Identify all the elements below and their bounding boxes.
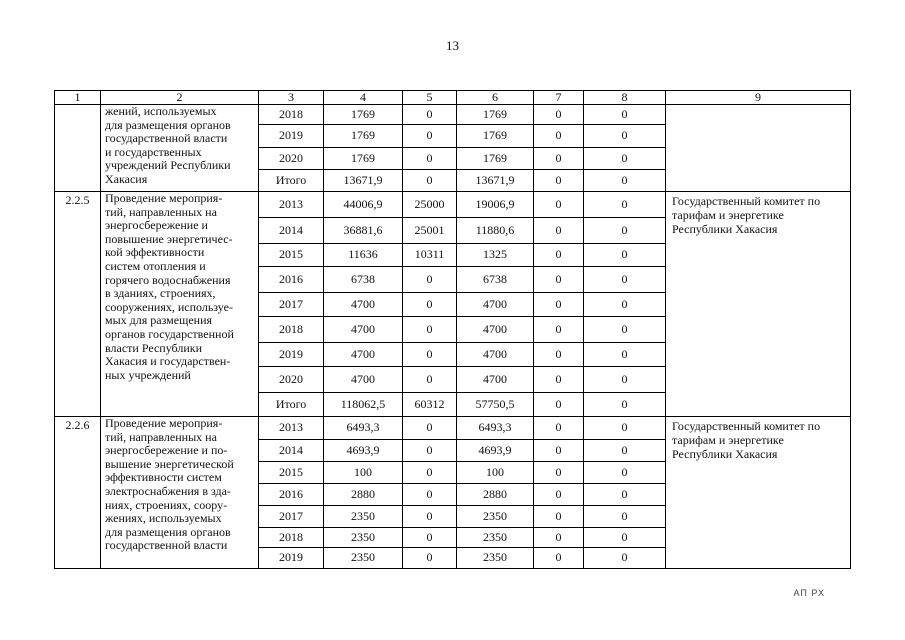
value-cell: 0 — [403, 484, 457, 506]
value-cell: 0 — [403, 367, 457, 393]
year-cell: 2020 — [259, 367, 324, 393]
value-cell: 1325 — [457, 244, 534, 267]
value-cell: 1769 — [457, 148, 534, 170]
value-cell: 0 — [403, 462, 457, 484]
value-cell: 4700 — [324, 367, 403, 393]
item-description — [101, 105, 259, 192]
value-cell: 4700 — [457, 317, 534, 343]
year-cell: 2017 — [259, 506, 324, 528]
responsible-executor — [666, 417, 851, 569]
value-cell: 25000 — [403, 192, 457, 218]
value-cell: 0 — [403, 440, 457, 462]
executor-line: Республики Хакасия — [672, 222, 778, 236]
executor-line: Государственный комитет по — [672, 194, 821, 208]
value-cell: 0 — [584, 462, 666, 484]
table-row — [55, 192, 851, 218]
value-cell: 4700 — [457, 367, 534, 393]
value-cell: 0 — [534, 343, 584, 367]
year-cell: 2018 — [259, 528, 324, 548]
value-cell: 0 — [584, 506, 666, 528]
value-cell: 0 — [403, 317, 457, 343]
value-cell: 10311 — [403, 244, 457, 267]
value-cell: 0 — [534, 293, 584, 317]
value-cell: 0 — [534, 125, 584, 148]
item-number: 2.2.6 — [55, 417, 101, 569]
description-line: органов государственной — [105, 326, 234, 341]
year-cell: 2019 — [259, 125, 324, 148]
value-cell: 2350 — [457, 506, 534, 528]
description-line: кой эффективности — [105, 245, 205, 260]
value-cell: 0 — [403, 170, 457, 192]
value-cell: 0 — [403, 528, 457, 548]
year-cell: 2018 — [259, 105, 324, 125]
value-cell: 1769 — [324, 148, 403, 170]
value-cell: 0 — [403, 293, 457, 317]
value-cell: 0 — [584, 317, 666, 343]
year-cell: 2014 — [259, 218, 324, 244]
year-cell: 2015 — [259, 462, 324, 484]
value-cell: 0 — [584, 267, 666, 293]
value-cell: 4693,9 — [457, 440, 534, 462]
value-cell: 0 — [584, 105, 666, 125]
value-cell: 11636 — [324, 244, 403, 267]
value-cell: 0 — [534, 506, 584, 528]
description-line: тий, направленных на — [105, 204, 217, 219]
value-cell: 0 — [534, 192, 584, 218]
description-line: ных учреждений — [105, 367, 191, 382]
value-cell: 0 — [534, 244, 584, 267]
description-line: в зданиях, строениях, — [105, 286, 216, 301]
value-cell: 0 — [584, 440, 666, 462]
value-cell: 6493,3 — [324, 417, 403, 440]
table-row — [55, 105, 851, 125]
value-cell: 0 — [534, 317, 584, 343]
value-cell: 0 — [584, 528, 666, 548]
description-line: государственной власти — [105, 538, 228, 553]
header-cell: 5 — [403, 91, 457, 105]
value-cell: 0 — [534, 548, 584, 569]
description-line: власти Республики — [105, 340, 203, 355]
header-cell: 8 — [584, 91, 666, 105]
value-cell: 118062,5 — [324, 393, 403, 417]
value-cell: 0 — [534, 440, 584, 462]
value-cell: 25001 — [403, 218, 457, 244]
description-line: эффективности систем — [105, 470, 222, 485]
value-cell: 13671,9 — [324, 170, 403, 192]
value-cell: 4693,9 — [324, 440, 403, 462]
value-cell: 0 — [584, 170, 666, 192]
value-cell: 0 — [584, 293, 666, 317]
value-cell: 0 — [584, 218, 666, 244]
year-cell: 2019 — [259, 343, 324, 367]
value-cell: 0 — [534, 105, 584, 125]
value-cell: 1769 — [324, 105, 403, 125]
year-cell: 2014 — [259, 440, 324, 462]
value-cell: 2350 — [324, 528, 403, 548]
value-cell: 0 — [584, 548, 666, 569]
value-cell: 4700 — [324, 317, 403, 343]
value-cell: 0 — [584, 343, 666, 367]
year-cell: Итого — [259, 170, 324, 192]
value-cell: 0 — [403, 267, 457, 293]
value-cell: 11880,6 — [457, 218, 534, 244]
description-line: для размещения органов — [105, 524, 231, 539]
value-cell: 1769 — [457, 125, 534, 148]
description-line: вышение энергетической — [105, 456, 234, 471]
value-cell: 19006,9 — [457, 192, 534, 218]
description-line: электроснабжения в зда- — [105, 483, 231, 498]
value-cell: 4700 — [457, 343, 534, 367]
year-cell: 2020 — [259, 148, 324, 170]
value-cell: 0 — [403, 343, 457, 367]
description-line: систем отопления и — [105, 258, 206, 273]
value-cell: 100 — [324, 462, 403, 484]
value-cell: 60312 — [403, 393, 457, 417]
description-line: жениях, используемых — [105, 511, 222, 526]
description-line: энергосбережение и — [105, 218, 208, 233]
year-cell: 2019 — [259, 548, 324, 569]
description-line: Проведение мероприя- — [105, 191, 223, 205]
value-cell: 0 — [534, 484, 584, 506]
value-cell: 6738 — [324, 267, 403, 293]
value-cell: 0 — [584, 417, 666, 440]
header-cell: 7 — [534, 91, 584, 105]
value-cell: 4700 — [324, 343, 403, 367]
value-cell: 0 — [584, 484, 666, 506]
description-line: для размещения органов — [105, 117, 231, 132]
description-line: и государственных — [105, 144, 202, 159]
table-row — [55, 417, 851, 440]
year-cell: 2013 — [259, 192, 324, 218]
description-line: повышение энергетичес- — [105, 231, 233, 246]
description-line: Хакасия и государствен- — [105, 354, 231, 369]
header-row — [55, 91, 851, 105]
value-cell: 0 — [534, 267, 584, 293]
year-cell: 2013 — [259, 417, 324, 440]
value-cell: 100 — [457, 462, 534, 484]
value-cell: 2350 — [457, 548, 534, 569]
description-line: Проведение мероприя- — [105, 416, 223, 430]
year-cell: Итого — [259, 393, 324, 417]
header-cell: 3 — [259, 91, 324, 105]
value-cell: 2880 — [457, 484, 534, 506]
value-cell: 36881,6 — [324, 218, 403, 244]
value-cell: 0 — [534, 462, 584, 484]
description-line: сооружениях, используе- — [105, 299, 233, 314]
description-line: государственной власти — [105, 131, 228, 146]
description-line: учреждений Республики — [105, 158, 231, 173]
page-number: 13 — [446, 38, 459, 53]
value-cell: 0 — [584, 125, 666, 148]
year-cell: 2015 — [259, 244, 324, 267]
archive-stamp: АП РХ — [793, 588, 825, 598]
year-cell: 2018 — [259, 317, 324, 343]
value-cell: 0 — [403, 506, 457, 528]
value-cell: 2350 — [324, 548, 403, 569]
item-number — [55, 105, 101, 192]
value-cell: 57750,5 — [457, 393, 534, 417]
description-line: Хакасия — [105, 171, 148, 186]
item-description — [101, 417, 259, 569]
value-cell: 0 — [403, 548, 457, 569]
description-line: жений, используемых — [105, 104, 217, 118]
responsible-executor — [666, 192, 851, 417]
year-cell: 2017 — [259, 293, 324, 317]
responsible-executor — [666, 105, 851, 192]
value-cell: 0 — [584, 393, 666, 417]
header-cell: 1 — [55, 91, 101, 105]
value-cell: 2880 — [324, 484, 403, 506]
value-cell: 0 — [584, 367, 666, 393]
value-cell: 4700 — [457, 293, 534, 317]
description-line: энергосбережение и по- — [105, 443, 228, 458]
value-cell: 0 — [534, 417, 584, 440]
value-cell: 0 — [403, 105, 457, 125]
executor-line: тарифам и энергетике — [672, 433, 784, 447]
year-cell: 2016 — [259, 484, 324, 506]
value-cell: 1769 — [324, 125, 403, 148]
header-cell: 6 — [457, 91, 534, 105]
header-cell: 4 — [324, 91, 403, 105]
value-cell: 2350 — [324, 506, 403, 528]
value-cell: 6493,3 — [457, 417, 534, 440]
executor-line: тарифам и энергетике — [672, 208, 784, 222]
item-description — [101, 192, 259, 417]
description-line: ниях, строениях, соору- — [105, 497, 228, 512]
value-cell: 0 — [403, 148, 457, 170]
header-cell: 2 — [101, 91, 259, 105]
value-cell: 0 — [403, 125, 457, 148]
value-cell: 0 — [534, 170, 584, 192]
description-line: мых для размещения — [105, 313, 213, 328]
value-cell: 0 — [534, 148, 584, 170]
value-cell: 0 — [584, 192, 666, 218]
value-cell: 0 — [403, 417, 457, 440]
value-cell: 0 — [534, 528, 584, 548]
value-cell: 0 — [534, 367, 584, 393]
budget-table — [54, 90, 851, 569]
year-cell: 2016 — [259, 267, 324, 293]
value-cell: 0 — [584, 244, 666, 267]
description-line: тий, направленных на — [105, 429, 217, 444]
value-cell: 0 — [584, 148, 666, 170]
executor-line: Государственный комитет по — [672, 419, 821, 433]
item-number: 2.2.5 — [55, 192, 101, 417]
value-cell: 13671,9 — [457, 170, 534, 192]
value-cell: 1769 — [457, 105, 534, 125]
executor-line: Республики Хакасия — [672, 447, 778, 461]
value-cell: 2350 — [457, 528, 534, 548]
value-cell: 0 — [534, 218, 584, 244]
value-cell: 44006,9 — [324, 192, 403, 218]
value-cell: 4700 — [324, 293, 403, 317]
value-cell: 6738 — [457, 267, 534, 293]
description-line: горячего водоснабжения — [105, 272, 231, 287]
header-cell: 9 — [666, 91, 851, 105]
value-cell: 0 — [534, 393, 584, 417]
